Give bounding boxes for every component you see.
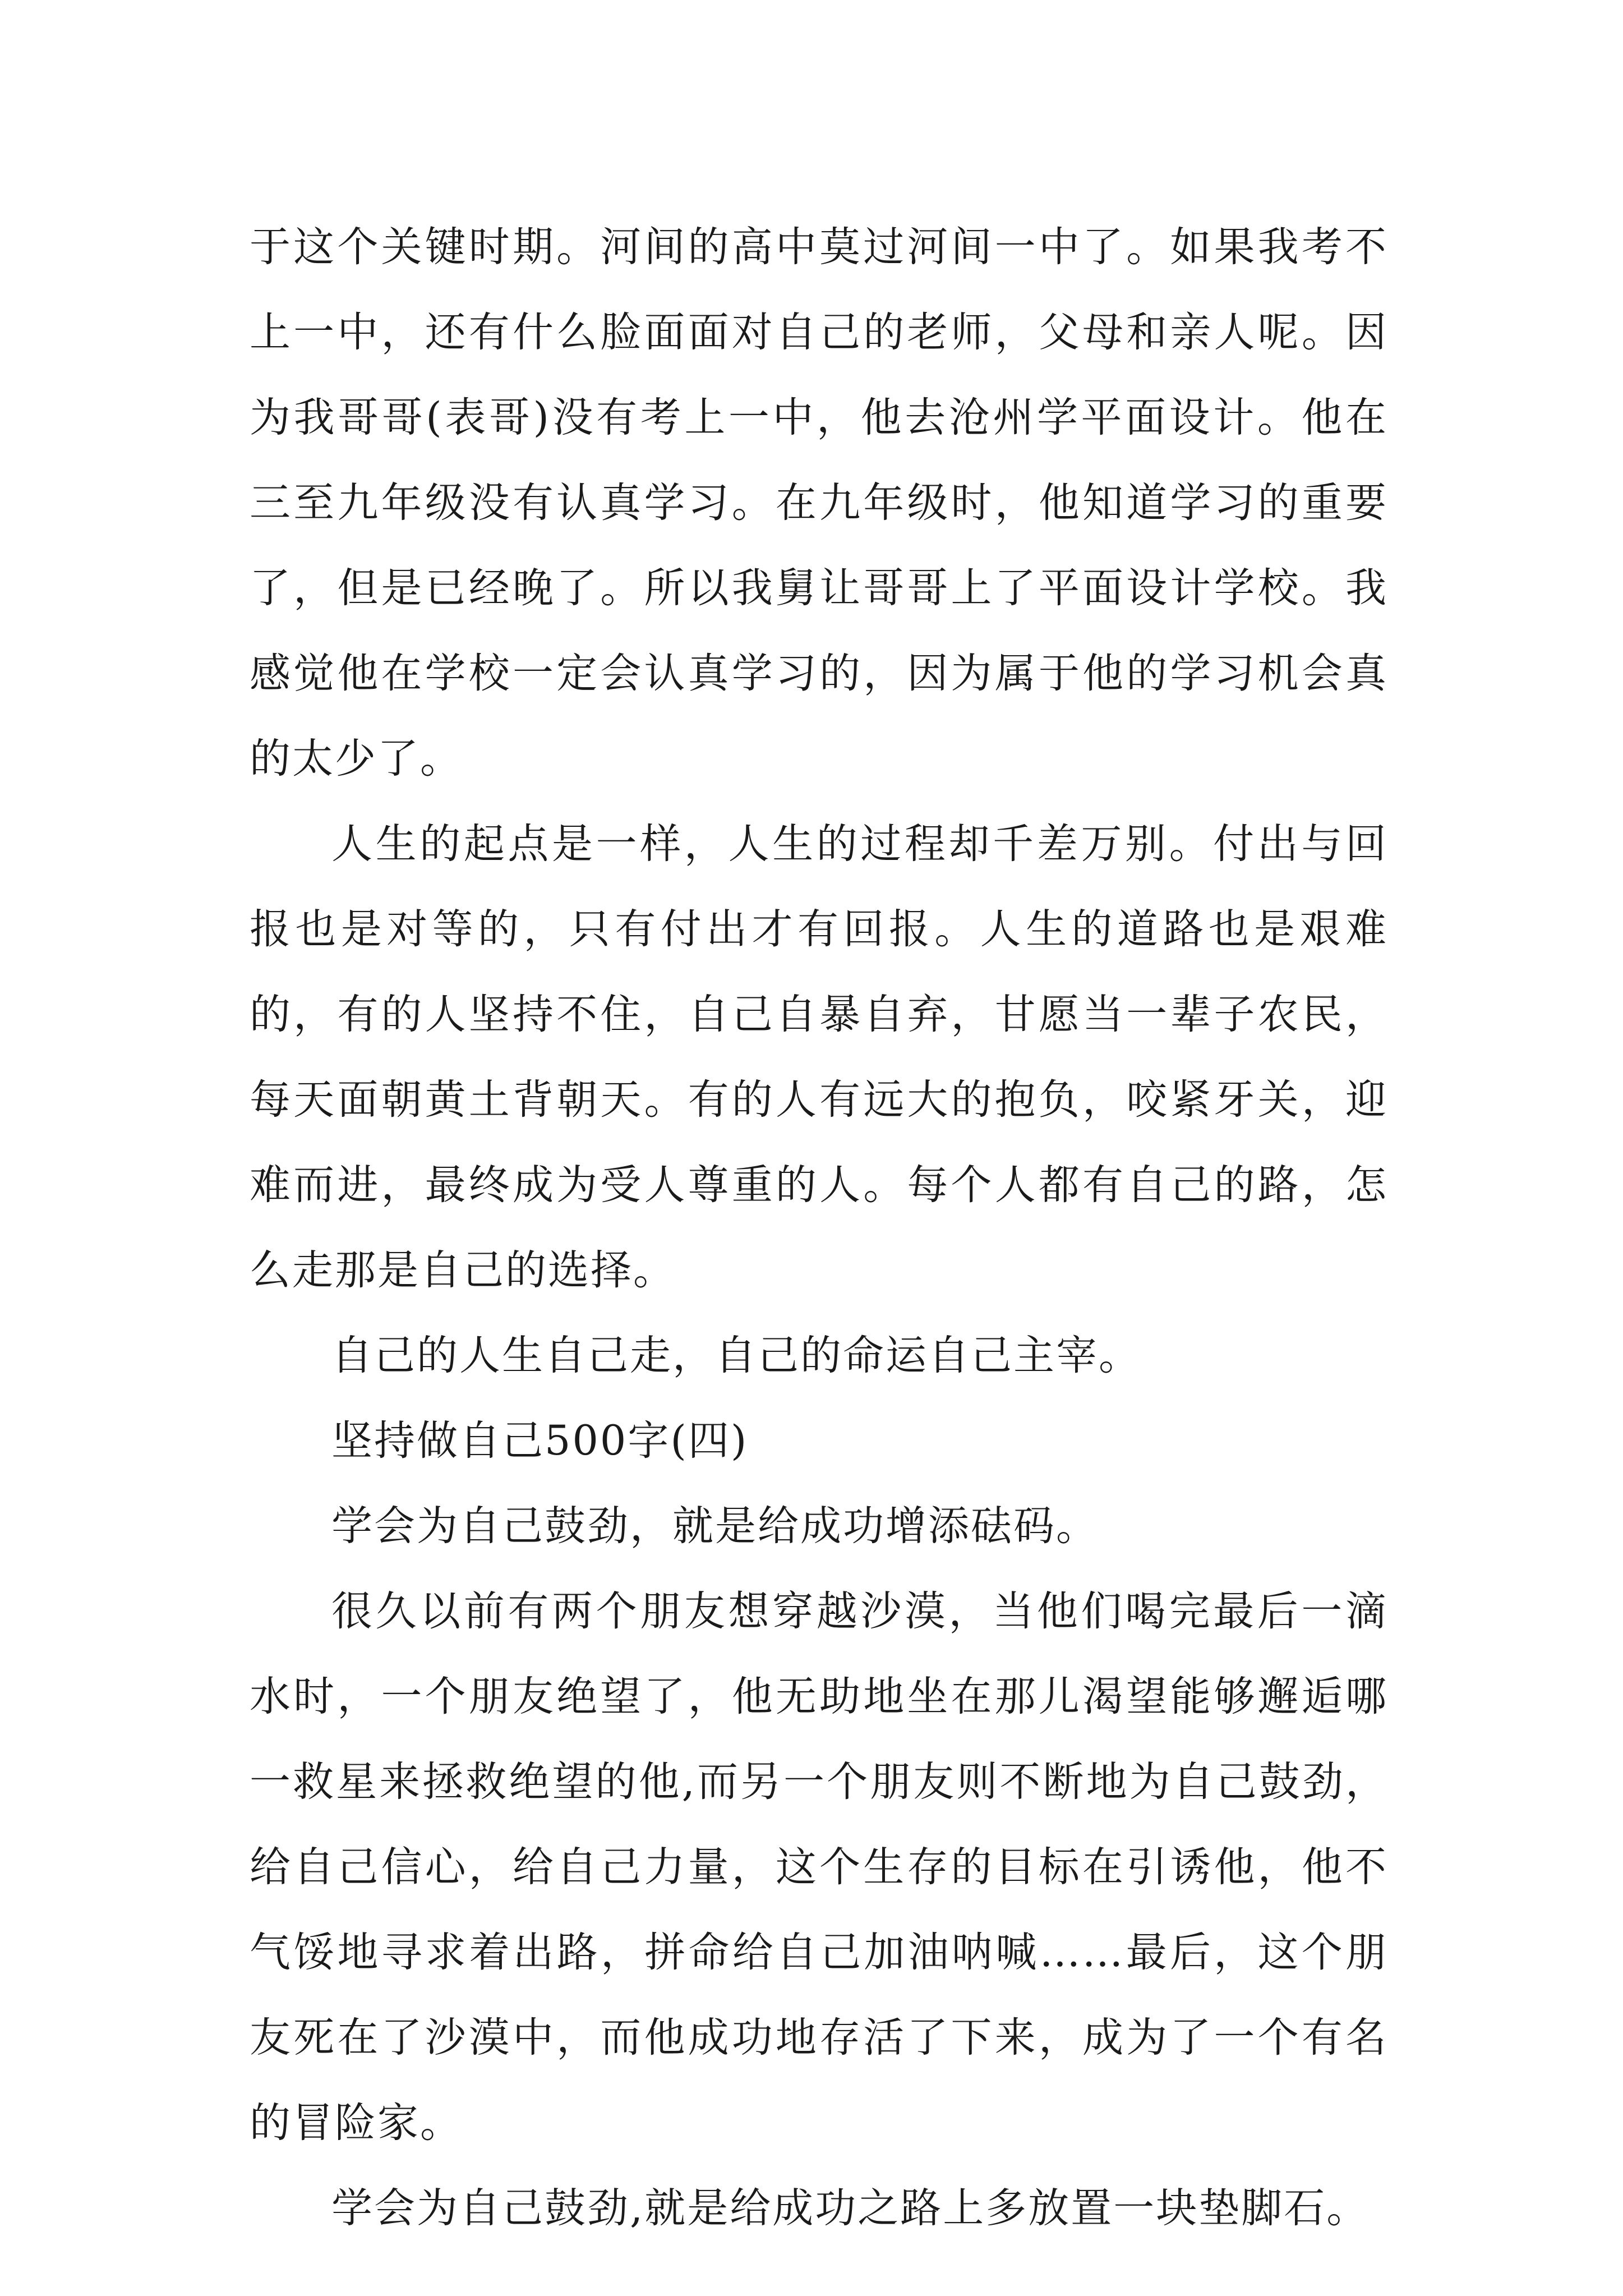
paragraph: 学会为自己鼓劲，就是给成功增添砝码。 [331, 1502, 1099, 1550]
paragraph: 人生的起点是一样，人生的过程却千差万别。付出与回报也是对等的，只有付出才有回报。人生的道路也是艰难的，有的人坚持不住，自己自暴自弃，甘愿当一辈子农民，每天面朝黄土背朝天。有的人有远大的抱负，咬紧牙关，迎难而进，最终成为受人尊重的人。每个人都有自己的路，怎么走那是自己的选择。 [250, 820, 1388, 1294]
paragraph: 很久以前有两个朋友想穿越沙漠，当他们喝完最后一滴水时，一个朋友绝望了，他无助地坐在那儿渴望能够邂逅哪一救星来拯救绝望的他,而另一个朋友则不断地为自己鼓劲，给自己信心，给自己力量，这个生存的目标在引诱他，他不气馁地寻求着出路，拼命给自己加油呐喊……最后，这个朋友死在了沙漠中，而他成功地存活了下来，成为了一个有名的冒险家。 [250, 1588, 1388, 2147]
paragraph: 学会为自己鼓劲,就是给成功之路上多放置一块垫脚石。 [331, 2184, 1370, 2232]
paragraph: 于这个关键时期。河间的高中莫过河间一中了。如果我考不上一中，还有什么脸面面对自己的老师，父母和亲人呢。因为我哥哥(表哥)没有考上一中，他去沧州学平面设计。他在三至九年级没有认真学习。在九年级时，他知道学习的重要了，但是已经晚了。所以我舅让哥哥上了平面设计学校。我感觉他在学校一定会认真学习的，因为属于他的学习机会真的太少了。 [250, 223, 1388, 783]
paragraph: 自己的人生自己走，自己的命运自己主宰。 [331, 1332, 1141, 1379]
document-body [250, 205, 1388, 2251]
section-heading: 坚持做自己500字(四) [331, 1417, 749, 1465]
